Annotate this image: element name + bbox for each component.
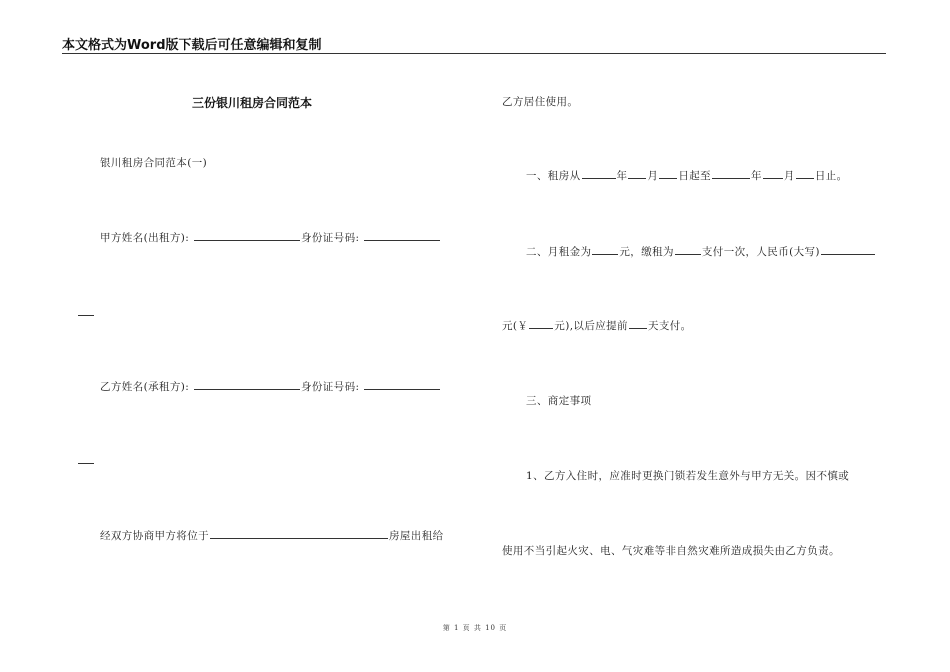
rent2-text-3: 天支付。 bbox=[647, 320, 692, 332]
page-number: 第 1 页 共 10 页 bbox=[442, 624, 508, 632]
end-month-blank bbox=[763, 169, 783, 179]
term-text-3: 月 bbox=[647, 170, 659, 182]
document-header: 本文格式为Word版下载后可任意编辑和复制 bbox=[62, 38, 322, 53]
rent-line bbox=[526, 244, 876, 259]
party-a-label: 甲方姓名(出租方): bbox=[100, 232, 190, 244]
party-a-id-blank bbox=[364, 231, 440, 241]
term-text-6: 月 bbox=[783, 170, 795, 182]
right-line-1: 乙方居住使用。 bbox=[502, 96, 579, 108]
rent-text-1: 二、月租金为 bbox=[526, 246, 592, 258]
party-b-id-blank bbox=[364, 380, 440, 390]
party-b-label: 乙方姓名(承租方): bbox=[100, 381, 190, 393]
party-a-name-blank bbox=[194, 231, 300, 241]
party-b-name-blank bbox=[194, 380, 300, 390]
payment-period-blank bbox=[675, 245, 701, 255]
agreement-prefix: 经双方协商甲方将位于 bbox=[100, 530, 209, 542]
term-text-7: 日止。 bbox=[814, 170, 848, 182]
term-text-4: 日起至 bbox=[678, 170, 712, 182]
term-text-5: 年 bbox=[751, 170, 762, 182]
party-b-continuation-blank bbox=[78, 463, 94, 464]
end-day-blank bbox=[796, 169, 814, 179]
header-divider bbox=[62, 53, 886, 54]
rent2-text-1: 元(￥ bbox=[502, 320, 529, 332]
item-1-line-b: 使用不当引起火灾、电、气灾难等非自然灾难所造成损失由乙方负责。 bbox=[502, 545, 840, 557]
rent-text-2: 元，缴租为 bbox=[619, 246, 674, 258]
party-b-line bbox=[100, 379, 441, 394]
advance-days-blank bbox=[629, 319, 647, 329]
start-month-blank bbox=[628, 169, 646, 179]
section-3-heading: 三、商定事项 bbox=[526, 395, 592, 407]
term-text-2: 年 bbox=[616, 170, 628, 182]
rent-words-blank bbox=[821, 245, 875, 255]
start-day-blank bbox=[659, 169, 677, 179]
rent-amount-blank bbox=[592, 245, 618, 255]
rent2-text-2: 元),以后应提前 bbox=[554, 320, 628, 332]
rent-line-2 bbox=[502, 318, 692, 333]
end-year-blank bbox=[712, 169, 750, 179]
party-a-id-label: 身份证号码: bbox=[300, 232, 360, 244]
agreement-suffix: 房屋出租给 bbox=[389, 530, 444, 542]
document-title: 三份银川租房合同范本 bbox=[192, 96, 313, 110]
lease-term-line bbox=[526, 168, 848, 183]
term-text-1: 一、租房从 bbox=[526, 170, 581, 182]
party-b-id-label: 身份证号码: bbox=[300, 381, 360, 393]
item-1-line-a: 1、乙方入住时，应准时更换门锁若发生意外与甲方无关。因不慎或 bbox=[526, 470, 850, 482]
party-a-line bbox=[100, 230, 441, 245]
start-year-blank bbox=[582, 169, 616, 179]
rent-figure-blank bbox=[529, 319, 553, 329]
party-a-continuation-blank bbox=[78, 315, 94, 316]
section-heading: 银川租房合同范本(一) bbox=[100, 157, 208, 169]
property-address-blank bbox=[210, 529, 388, 539]
rent-text-3: 支付一次，人民币(大写) bbox=[701, 246, 820, 258]
agreement-line bbox=[100, 528, 444, 543]
